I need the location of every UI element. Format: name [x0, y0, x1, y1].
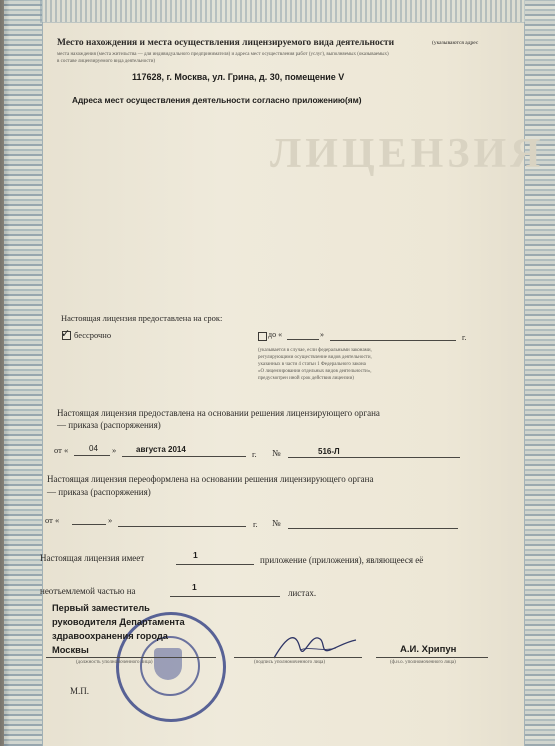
term-fine-line4: «О лицензировании отдельных видов деятельности», — [258, 369, 372, 374]
signature-line — [234, 657, 362, 658]
reissue-line2: — приказа (распоряжения) — [47, 487, 151, 497]
signatory-title-line3: здравоохранения города — [52, 631, 168, 641]
appendices-line2-prefix: неотъемлемой частью на — [40, 586, 136, 596]
ornament-border-top — [40, 0, 525, 23]
term-fine-line2: регулирующими осуществление видов деятельности, — [258, 355, 372, 360]
signatory-title-line2: руководителя Департамента — [52, 617, 185, 627]
grant-month-line — [122, 456, 246, 457]
signatory-name: А.И. Хрипун — [400, 644, 457, 655]
license-address: 117628, г. Москва, ул. Грина, д. 30, помещение V — [132, 72, 345, 82]
reissue-line1: Настоящая лицензия переоформлена на основании решения лицензирующего органа — [47, 474, 374, 484]
term-day-line — [287, 339, 319, 340]
appendices-line1-prefix: Настоящая лицензия имеет — [40, 553, 145, 563]
grant-year-suffix: г. — [252, 449, 257, 459]
appendix-address-note: Адреса мест осуществления деятельности согласно приложению(ям) — [72, 95, 362, 105]
reissue-day-line — [72, 524, 106, 525]
term-until-mid: » — [320, 330, 324, 339]
ornament-border-left — [4, 0, 43, 746]
term-fine-line5: предусмотрен иной срок действия лицензии) — [258, 376, 354, 381]
reissue-from-prefix: от « — [45, 515, 60, 525]
checkmark-icon: ✓ — [61, 328, 71, 340]
grant-from-prefix: от « — [54, 445, 69, 455]
appendices-sheets-line — [170, 596, 280, 597]
term-fine-line3: указанных в части 4 статьи 1 Федерального закона — [258, 362, 366, 367]
grant-month-year: августа 2014 — [136, 445, 186, 454]
signature-caption: (подпись уполномоченного лица) — [254, 660, 326, 665]
grant-number-line — [288, 457, 460, 458]
handwritten-signature — [270, 628, 360, 664]
appendices-line2-suffix: листах. — [288, 588, 317, 598]
term-month-line — [330, 340, 456, 341]
coat-of-arms-icon — [154, 648, 182, 680]
location-note-line2: в составе лицензируемого вида деятельности) — [57, 59, 156, 64]
grant-number: 516-Л — [318, 447, 340, 456]
reissue-number-line — [288, 528, 458, 529]
signatory-title-line — [46, 657, 216, 658]
term-year-suffix: г. — [462, 333, 467, 342]
appendices-line1-suffix: приложение (приложения), являющееся её — [260, 555, 424, 565]
signatory-title-line4: Москвы — [52, 645, 89, 655]
signatory-title-line1: Первый заместитель — [52, 603, 150, 613]
watermark: ЛИЦЕНЗИЯ — [270, 131, 545, 177]
term-unlimited-label: бессрочно — [74, 330, 112, 340]
term-until-prefix: до « — [268, 330, 283, 339]
term-label: Настоящая лицензия предоставлена на срок: — [61, 313, 223, 323]
reissue-year-suffix: г. — [253, 519, 258, 529]
grant-day: 04 — [89, 444, 98, 453]
grant-day-line — [74, 455, 110, 456]
seal-mark: М.П. — [70, 686, 90, 696]
signatory-title-caption: (должность уполномоченного лица) — [76, 660, 153, 665]
until-checkbox — [258, 332, 267, 341]
appendices-sheets: 1 — [192, 582, 197, 592]
location-heading: Место нахождения и места осуществления лицензируемого вида деятельности — [57, 38, 395, 48]
grant-line1: Настоящая лицензия предоставлена на основании решения лицензирующего органа — [57, 408, 380, 418]
grant-number-sign: № — [272, 448, 281, 458]
appendices-count: 1 — [193, 550, 198, 560]
reissue-day-close: » — [108, 515, 113, 525]
location-note-line1: места нахождения (места жительства — для индивидуального предпринимателя) и адреса мест осуществления работ (услуг), выполняемых (оказываемых) — [57, 52, 389, 57]
signatory-name-line — [376, 657, 488, 658]
location-heading-note: (указываются адрес — [432, 40, 479, 46]
ornament-border-right — [524, 0, 555, 746]
reissue-number-sign: № — [272, 518, 281, 528]
signatory-name-caption: (ф.и.о. уполномоченного лица) — [390, 660, 456, 665]
grant-day-close: » — [112, 445, 117, 455]
term-fine-line1: (указывается в случае, если федеральными законами, — [258, 348, 372, 353]
reissue-month-line — [118, 526, 246, 527]
grant-line2: — приказа (распоряжения) — [57, 420, 161, 430]
appendices-count-line — [176, 564, 254, 565]
